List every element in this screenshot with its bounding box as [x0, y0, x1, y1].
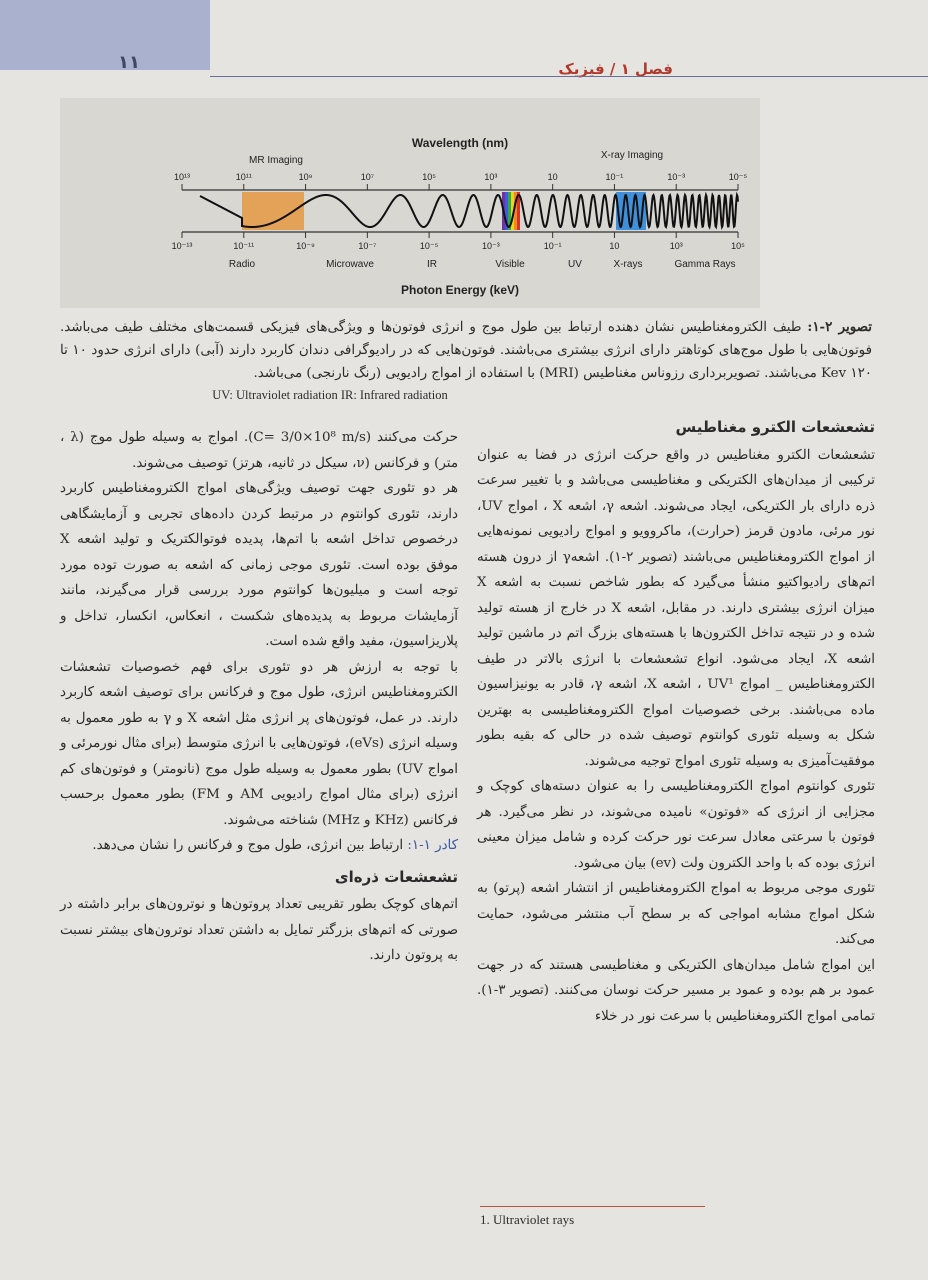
chapter-header: فصل ۱ / فیزیک: [558, 60, 673, 78]
box-reference: [60, 833, 458, 859]
wavelength-title: Wavelength (nm): [411, 136, 509, 150]
en-tick-label: 10⁻⁷: [358, 241, 377, 251]
en-tick-label: 10⁻⁵: [419, 241, 439, 251]
figure-caption: [60, 316, 872, 385]
band-label: UV: [568, 259, 582, 270]
page-corner-band: [0, 0, 210, 70]
energy-title: Photon Energy (keV): [400, 283, 520, 297]
wl-tick-label: 10¹¹: [235, 172, 252, 182]
footnote: 1. Ultraviolet rays: [480, 1212, 575, 1227]
band-label: IR: [427, 259, 437, 270]
caption-label: تصویر ۲-۱:: [807, 319, 872, 335]
paragraph: این امواج شامل میدان‌های الکتریکی و مغناطیسی هستند که در جهت عمود بر هم بوده و عمود بر مسیر حرکت نوسان می‌کنند. (تصویر ۳-۱). تمامی امواج الکترومغناطیس با سرعت نور در خلاء: [477, 957, 875, 1024]
band-labels: [229, 259, 736, 270]
band-label: Visible: [495, 259, 525, 270]
wl-tick-label: 10⁻¹: [605, 172, 624, 182]
paragraph: اتم‌های کوچک بطور تقریبی تعداد پروتون‌ها و نوترون‌های برابر داشته در صورتی که اتم‌های بزرگتر تمایل به داشتن تعداد نوترون‌های بیشتر نسبت به پروتون دارند.: [60, 897, 458, 963]
band-label: Radio: [228, 259, 256, 270]
paragraph: هر دو تئوری جهت توصیف ویژگی‌های امواج الکترومغناطیس کاربرد دارند، تئوری کوانتوم در مرتبط کردن داده‌های تجربی و آزمایشگاهی درخصوص تداخل اشعه با اتم‌ها، پدیده فوتوالکتریک و تولید اشعه X موفق بوده است. تئوری موجی زمانی که اشعه به صورت توده مورد توجه است و میلیون‌ها کوانتوم مورد بررسی قرار می‌گیرند، مانند آزمایشات مربوط به پدیده‌های شکست ، انعکاس، انکسار، تداخل و پلاریزاسیون، مفید واقع شده است.: [60, 481, 458, 649]
wl-tick-label: 10⁷: [360, 172, 374, 182]
paragraph: تئوری موجی مربوط به امواج الکترومغناطیس از انتشار اشعه (پرتو) به شکل امواج مشابه امواجی که بر سطح آب منتشر می‌شود، حمایت می‌کند.: [477, 881, 875, 947]
box-text: ارتباط بین انرژی، طول موج و فرکانس را نشان می‌دهد.: [92, 838, 404, 853]
header-rule: [210, 76, 928, 77]
band-label: X-rays: [613, 259, 643, 270]
band-label: Gamma Rays: [674, 259, 736, 270]
wl-tick-label: 10¹³: [173, 172, 191, 182]
band-label: Microwave: [326, 259, 374, 270]
paragraph: تشعشعات الکترو مغناطیس در واقع حرکت انرژی در فضا به عنوان ترکیبی از میدان‌های الکتریکی و مغناطیسی می‌باشد و با تغییر سرعت ذره دارای بار الکتریکی، ایجاد می‌شوند. اشعه γ، اشعه X ، امواج UV، نور مرئی، مادون قرمز (حرارت)، ماکروویو و امواج رادیویی نمونه‌هایی از امواج الکترومغناطیس می‌باشند (تصویر ۲-۱). اشعهγ از درون هسته اتم‌های رادیواکتیو منشأ می‌گیرد که بطور شاخص نسبت به اشعه X میزان انرژی بیشتری دارند. در مقابل، اشعه X در خارج از هسته تولید شده و در نتیجه تداخل الکترون‌ها با هسته‌های بزرگ اتم در ماشین تولید اشعه X، ایجاد می‌شود. انواع تشعشعات با انرژی بالاتر در طیف الکترومغناطیس _ امواج UV¹ ، اشعه X، اشعه γ، قادر به یونیزاسیون ماده می‌باشند. برخی خصوصیات امواج الکترومغناطیسی به بهترین شکل به وسیله تئوری کوانتوم توصیف شده در حالی که بقیه بطور موفقیت‌آمیزی به وسیله تئوری امواج توجیه می‌شوند.: [477, 447, 876, 769]
mr-imaging-label: MR Imaging: [249, 155, 303, 166]
em-spectrum-figure: [150, 130, 770, 305]
section-heading-em: تشعشعات الکترو مغناطیس: [675, 418, 875, 436]
caption-text: طیف الکترومغناطیس نشان دهنده ارتباط بین طول موج و انرژی فوتون‌ها و ویژگی‌های فیزیکی قسمت‌های مختلف طیف می‌باشد. فوتون‌هایی با طول موج‌های کوتاهتر دارای انرژی بیشتری می‌باشند. فوتون‌هایی که در رادیوگرافی دندان کاربرد دارند (آبی) دارای انرژی حدود ۱۰ تا ۱۲۰ Kev می‌باشند. تصویربرداری رزوناس مغناطیس (MRI) با استفاده از امواج رادیویی (رنگ نارنجی) می‌باشد.: [60, 320, 872, 381]
caption-abbreviations: UV: Ultraviolet radiation IR: Infrared radiation: [212, 388, 448, 402]
en-tick-label: 10⁻⁹: [296, 241, 315, 251]
paragraph: حرکت می‌کنند (C= 3/0×10⁸ m/s). امواج به وسیله طول موج (λ ، متر) و فرکانس (ν، سیکل در ثانیه، هرتز) توصیف می‌شوند.: [60, 430, 458, 471]
en-tick-label: 10: [609, 241, 620, 251]
xray-imaging-label: X-ray Imaging: [600, 150, 664, 161]
en-tick-label: 10³: [669, 241, 683, 251]
en-tick-label: 10⁵: [731, 241, 745, 251]
wl-tick-label: 10⁹: [298, 172, 313, 182]
en-tick-label: 10⁻¹³: [171, 241, 193, 251]
paragraph: تئوری کوانتوم امواج الکترومغناطیسی را به عنوان دسته‌های کوچک و مجزایی از انرژی که «فوتون» نامیده می‌شوند، در نظر می‌گیرد. هر فوتون با سرعتی معادل سرعت نور حرکت کرده و شامل میزان معینی انرژی بوده که با واحد الکترون ولت (ev) بیان می‌شود.: [477, 779, 875, 871]
paragraph: با توجه به ارزش هر دو تئوری برای فهم خصوصیات تشعشات الکترومغناطیس انرژی، طول موج و فرکانس برای توصیف اشعه کاربرد دارند. در عمل، فوتون‌های پر انرژی مثل اشعه X و γ به طور معمول به وسیله انرژی (eVs)، فوتون‌هایی با انرژی متوسط (برای مثال نورمرئی و امواج UV) بطور معمول به وسیله طول موج (نانومتر) و فوتون‌های کم انرژی (برای مثال امواج رادیویی AM و FM) بطور معمول برحسب فرکانس (KHz و MHz) شناخته می‌شوند.: [60, 659, 458, 828]
box-label: کادر ۱-۱:: [407, 838, 458, 853]
right-column: [477, 415, 875, 1029]
en-tick-label: 10⁻¹¹: [233, 241, 255, 251]
left-column: [60, 425, 458, 969]
wl-tick-label: 10⁻⁵: [728, 172, 748, 182]
wavelength-ticks: [174, 172, 748, 190]
en-tick-label: 10⁻³: [482, 241, 500, 251]
section-heading-particle: تشعشعات ذره‌ای: [334, 867, 458, 886]
wl-tick-label: 10³: [484, 172, 498, 182]
en-tick-label: 10⁻¹: [543, 241, 562, 251]
wl-tick-label: 10⁵: [422, 172, 436, 182]
energy-ticks: [172, 232, 746, 251]
footnote-rule: [480, 1206, 705, 1207]
wl-tick-label: 10⁻³: [667, 172, 686, 182]
page-number: ۱۱: [118, 52, 140, 73]
wl-tick-label: 10: [547, 172, 558, 182]
